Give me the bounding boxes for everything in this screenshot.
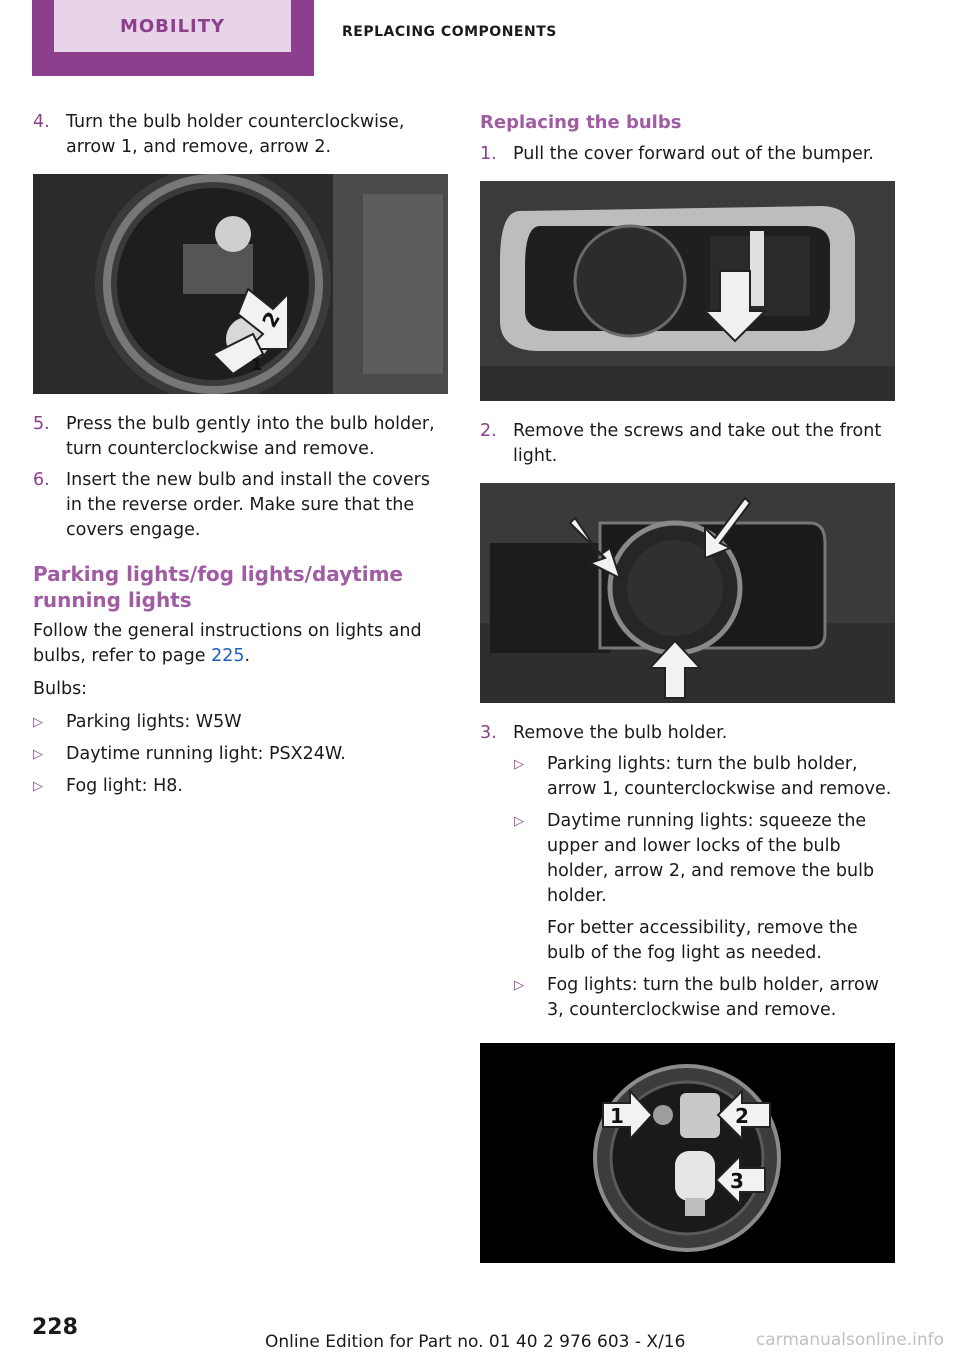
section-heading: Parking lights/fog lights/daytime running lights [33,562,403,612]
list-item-text: Parking lights: turn the bulb holder, arrow 1, counterclockwise and remove. [547,754,892,799]
step-text: Remove the screws and take out the front light. [513,421,882,466]
figure-label: 1 [610,1104,624,1128]
triangle-right-icon: ▷ [33,747,43,762]
triangle-right-icon: ▷ [514,757,524,772]
section-title: REPLACING COMPONENTS [342,24,557,40]
step-number: 1. [480,144,497,164]
bulbs-label: Bulbs: [33,679,88,699]
bulb-holder-diagram-image [480,1043,895,1263]
front-light-screws-image [480,483,895,703]
step-5 [33,412,448,462]
list-item-note: For better accessibility, remove the bulb of the fog light as needed. [547,918,858,963]
step-number: 3. [480,723,497,743]
right-column [480,110,896,1281]
step-text: Pull the cover forward out of the bumper. [513,144,874,164]
step-text: Press the bulb gently into the bulb holder, turn counterclockwise and remove. [66,414,435,459]
triangle-right-icon: ▷ [33,715,43,730]
list-item [514,752,896,802]
page-number: 228 [32,1315,78,1340]
step-number: 4. [33,112,50,132]
step-1 [480,142,896,167]
watermark: carmanualsonline.info [755,1330,944,1350]
step-number: 5. [33,414,50,434]
step-4 [33,110,448,160]
figure-label: 2 [735,1104,749,1128]
list-item-text: Fog lights: turn the bulb holder, arrow 3, counterclockwise and remove. [547,975,879,1020]
figure-label: 2 [257,307,285,332]
triangle-right-icon: ▷ [33,779,43,794]
triangle-right-icon: ▷ [514,978,524,993]
triangle-right-icon: ▷ [514,814,524,829]
step-text: Turn the bulb holder counterclockwise, arrow 1, and remove, arrow 2. [66,112,405,157]
step-3 [480,721,896,746]
bumper-cover-image [480,181,895,401]
left-column [33,110,448,806]
figure-label: 1 [251,355,263,374]
edition-footer: Online Edition for Part no. 01 40 2 976 603 - X/16 [265,1332,686,1352]
list-item [514,809,896,909]
list-item-text: Parking lights: W5W [66,712,242,732]
subsection-heading: Replacing the bulbs [480,112,682,133]
paragraph-text: . [244,646,251,666]
figure-label: 3 [730,1169,744,1193]
page-reference-link[interactable]: 225 [211,646,245,666]
list-item [33,774,448,799]
step-6 [33,468,448,543]
step-number: 2. [480,421,497,441]
list-item [33,742,448,767]
intro-paragraph [33,619,448,669]
list-item-text: Daytime running lights: squeeze the upper and lower locks of the bulb holder, arrow 2, and remove the bulb holder. [547,811,875,906]
step-text: Remove the bulb holder. [513,723,728,743]
step-number: 6. [33,470,50,490]
list-item-text: Daytime running light: PSX24W. [66,744,346,764]
chapter-tab-label: MOBILITY [54,0,291,52]
paragraph-text: Follow the general instructions on lights and bulbs, refer to page [33,621,422,666]
list-item-text: Fog light: H8. [66,776,183,796]
list-item [514,973,896,1023]
list-item [33,710,448,735]
chapter-tab [32,0,314,76]
headlight-bulb-holder-image [33,174,448,394]
step-2 [480,419,896,469]
step-text: Insert the new bulb and install the covers in the reverse order. Make sure that the covers engage. [66,470,430,540]
